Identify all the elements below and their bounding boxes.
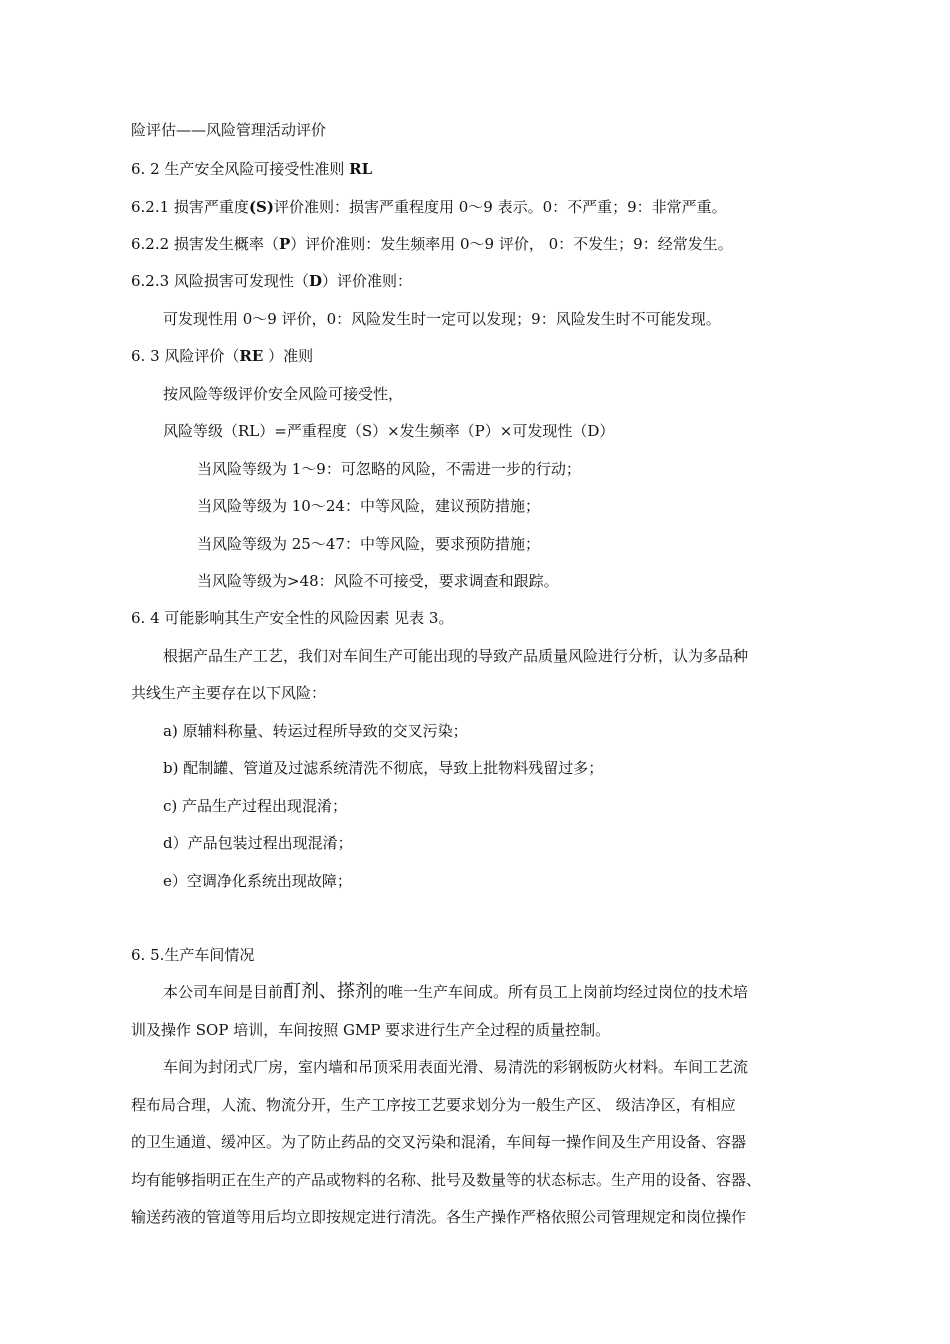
text-span: 6.2.3 风险损害可发现性（ bbox=[131, 272, 309, 290]
paragraph-line: 共线生产主要存在以下风险： bbox=[131, 684, 327, 702]
risk-level-item: 当风险等级为 25～47：中等风险，要求预防措施； bbox=[197, 535, 540, 553]
text-span: 6.2.1 损害严重度 bbox=[131, 198, 249, 216]
text-span: 本公司车间是目前 bbox=[163, 983, 284, 1001]
list-item: a) 原辅料称量、转运过程所导致的交叉污染； bbox=[163, 722, 468, 740]
text-span: 的唯一生产车间成。所有员工上岗前均经过岗位的技术培 bbox=[373, 983, 749, 1001]
text-span: 评价准则：损害严重程度用 0～9 表示。0：不严重；9：非常严重。 bbox=[273, 198, 727, 216]
section-heading-6-2 bbox=[131, 159, 372, 179]
paragraph-line: 车间为封闭式厂房，室内墙和吊顶采用表面光滑、易清洗的彩钢板防火材料。车间工艺流 bbox=[163, 1058, 749, 1076]
paragraph-line: 输送药液的管道等用后均立即按规定进行清洗。各生产操作严格依照公司管理规定和岗位操作 bbox=[131, 1208, 747, 1226]
text-span: 6.2.2 损害发生概率（ bbox=[131, 235, 279, 253]
section-6-2-2 bbox=[131, 234, 733, 254]
heading-abbrev: RL bbox=[349, 160, 373, 178]
paragraph-line: 训及操作 SOP 培训，车间按照 GMP 要求进行生产全过程的质量控制。 bbox=[131, 1021, 611, 1039]
list-item: b) 配制罐、管道及过滤系统清洗不彻底，导致上批物料残留过多； bbox=[163, 759, 604, 777]
heading-text: 6. 2 生产安全风险可接受性准则 bbox=[131, 160, 350, 178]
text-line: 按风险等级评价安全风险可接受性， bbox=[163, 385, 404, 403]
section-6-2-3 bbox=[131, 271, 412, 291]
paragraph-line bbox=[163, 982, 748, 1002]
risk-level-item: 当风险等级为>48：风险不可接受，要求调查和跟踪。 bbox=[197, 572, 559, 590]
formula-line: 风险等级（RL）=严重程度（S）×发生频率（P）×可发现性（D） bbox=[163, 422, 615, 440]
bold-abbrev: P bbox=[278, 235, 291, 253]
risk-level-item: 当风险等级为 1～9：可忽略的风险，不需进一步的行动； bbox=[197, 460, 581, 478]
text-span: ）评价准则： bbox=[321, 272, 412, 290]
paragraph-line: 均有能够指明正在生产的产品或物料的名称、批号及数量等的状态标志。生产用的设备、容器、 bbox=[131, 1171, 762, 1189]
section-heading-6-3 bbox=[131, 346, 313, 366]
list-item: d）产品包装过程出现混淆； bbox=[163, 834, 353, 852]
section-heading-6-4: 6. 4 可能影响其生产安全性的风险因素 见表 3。 bbox=[131, 609, 454, 627]
product-names: 酊剂、搽剂 bbox=[283, 981, 374, 1002]
heading-abbrev: RE bbox=[239, 347, 264, 365]
heading-text: ）准则 bbox=[263, 347, 314, 365]
list-item: e）空调净化系统出现故障； bbox=[163, 872, 352, 890]
heading-text: 6. 3 风险评价（ bbox=[131, 347, 240, 365]
list-item: c) 产品生产过程出现混淆； bbox=[163, 797, 348, 815]
bold-abbrev: (S) bbox=[248, 198, 274, 216]
risk-level-item: 当风险等级为 10～24：中等风险，建议预防措施； bbox=[197, 497, 540, 515]
text-span: ）评价准则：发生频率用 0～9 评价， 0：不发生；9：经常发生。 bbox=[290, 235, 733, 253]
text-line: 险评估——风险管理活动评价 bbox=[131, 121, 327, 139]
section-heading-6-5: 6. 5.生产车间情况 bbox=[131, 946, 255, 964]
bold-abbrev: D bbox=[308, 272, 322, 290]
paragraph-line: 根据产品生产工艺，我们对车间生产可能出现的导致产品质量风险进行分析，认为多品种 bbox=[163, 647, 749, 665]
section-6-2-1 bbox=[131, 197, 727, 217]
text-line: 可发现性用 0～9 评价，0：风险发生时一定可以发现；9：风险发生时不可能发现。 bbox=[163, 310, 721, 328]
paragraph-line: 程布局合理，人流、物流分开，生产工序按工艺要求划分为一般生产区、 级洁净区，有相应 bbox=[131, 1096, 736, 1114]
paragraph-line: 的卫生通道、缓冲区。为了防止药品的交叉污染和混淆，车间每一操作间及生产用设备、容器 bbox=[131, 1133, 747, 1151]
